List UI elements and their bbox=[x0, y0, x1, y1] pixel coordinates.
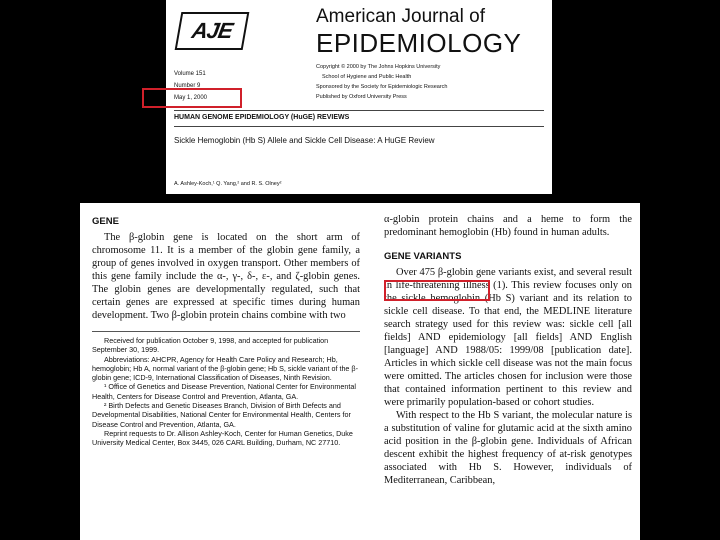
continuation-paragraph: α-globin protein chains and a heme to form the predominant hemoglobin (Hb) found in human adults. bbox=[384, 214, 632, 238]
reprint-note: Reprint requests to Dr. Allison Ashley-Koch, Center for Human Genetics, Duke University Medical Center, Box 3445, 026 CARL Building, Durham, NC 27710. bbox=[92, 428, 353, 448]
right-column bbox=[384, 213, 632, 487]
date-text: May 1, 2000 bbox=[174, 95, 208, 101]
gene-variants-heading: GENE VARIANTS bbox=[384, 251, 462, 262]
journal-logo: AJE bbox=[175, 12, 250, 50]
journal-name-line2: EPIDEMIOLOGY bbox=[316, 28, 522, 58]
article-title: Sickle Hemoglobin (Hb S) Allele and Sickle Cell Disease: A HuGE Review bbox=[174, 136, 435, 145]
highlight-box-over-475 bbox=[384, 280, 490, 301]
school-text: School of Hygiene and Public Health bbox=[322, 74, 412, 80]
highlight-box-date bbox=[142, 88, 242, 108]
publication-info bbox=[316, 62, 447, 102]
copyright-text: Copyright © 2000 by The Johns Hopkins University bbox=[316, 64, 441, 70]
gene-variants-paragraph-2: With respect to the Hb S variant, the molecular nature is a substitution of valine for glutamic acid at the sixth amino acid position in the β-globin gene. Individuals of African descent exhibit the highest frequency of at-risk genotypes associated with Hb S. However, individuals of Mediterranean, Caribbean, bbox=[384, 410, 632, 486]
affiliation-1: ¹ Office of Genetics and Disease Prevention, National Center for Environmental Health, Centers for Disease Control and Prevention, Atlanta, GA. bbox=[92, 382, 356, 401]
left-column bbox=[92, 213, 360, 448]
gene-heading: GENE bbox=[92, 216, 119, 227]
affiliation-2: ² Birth Defects and Genetic Diseases Branch, Division of Birth Defects and Developmental Disabilities, National Center for Environmental Health, Centers for Disease Control and Prevention, Atlanta, GA. bbox=[92, 401, 351, 429]
received-note: Received for publication October 9, 1998, and accepted for publication September 30, 1999. bbox=[92, 336, 329, 355]
section-title: HUMAN GENOME EPIDEMIOLOGY (HuGE) REVIEWS bbox=[174, 114, 350, 121]
volume-text: Volume 151 bbox=[174, 71, 206, 77]
abbreviations-note: Abbreviations: AHCPR, Agency for Health Care Policy and Research; Hb, hemoglobin; Hb A, normal variant of the β-globin gene; Hb S, sickle variant of the β-globin gene; ICD-9, International Classification of Diseases, Ninth Revision. bbox=[92, 354, 358, 383]
sponsor-text: Sponsored by the Society for Epidemiologic Research bbox=[316, 84, 448, 90]
authors: A. Ashley-Koch,¹ Q. Yang,² and R. S. Olney² bbox=[174, 181, 282, 187]
publisher-text: Published by Oxford University Press bbox=[316, 94, 407, 100]
article-page-panel bbox=[80, 203, 640, 540]
journal-name-line1: American Journal of bbox=[316, 6, 485, 27]
footnotes bbox=[92, 331, 360, 448]
gene-variants-paragraph-1: Over 475 β-globin gene variants exist, and several result in life-threatening illness (1). This review focuses only on the sickle hemoglobin (Hb S) variant and its relation to sickle cell disease. To that end, the MEDLINE literature search strategy used for this review was: sickle cell [all fields] AND epidemiology [all fields] AND English [language] AND 1988/05: 1999/08 [publication date]. Articles in which sickle cell disease was not the main focus were omitted. The articles chosen for inclusion were those that contained information pertinent to this review and were primarily population-based or cohort studies. bbox=[384, 267, 632, 408]
divider bbox=[174, 110, 544, 111]
divider bbox=[174, 126, 544, 127]
number-text: Number 9 bbox=[174, 83, 201, 89]
gene-paragraph: The β-globin gene is located on the short arm of chromosome 11. It is a member of the globin gene family, a group of genes involved in oxygen transport. Other members of this gene family include the α-, γ-, δ-, ε-, and ζ-globin genes. The globin genes are developmentally regulated, such that certain genes are expressed at specific times during human development. Two β-globin protein chains combine with two bbox=[92, 232, 360, 321]
